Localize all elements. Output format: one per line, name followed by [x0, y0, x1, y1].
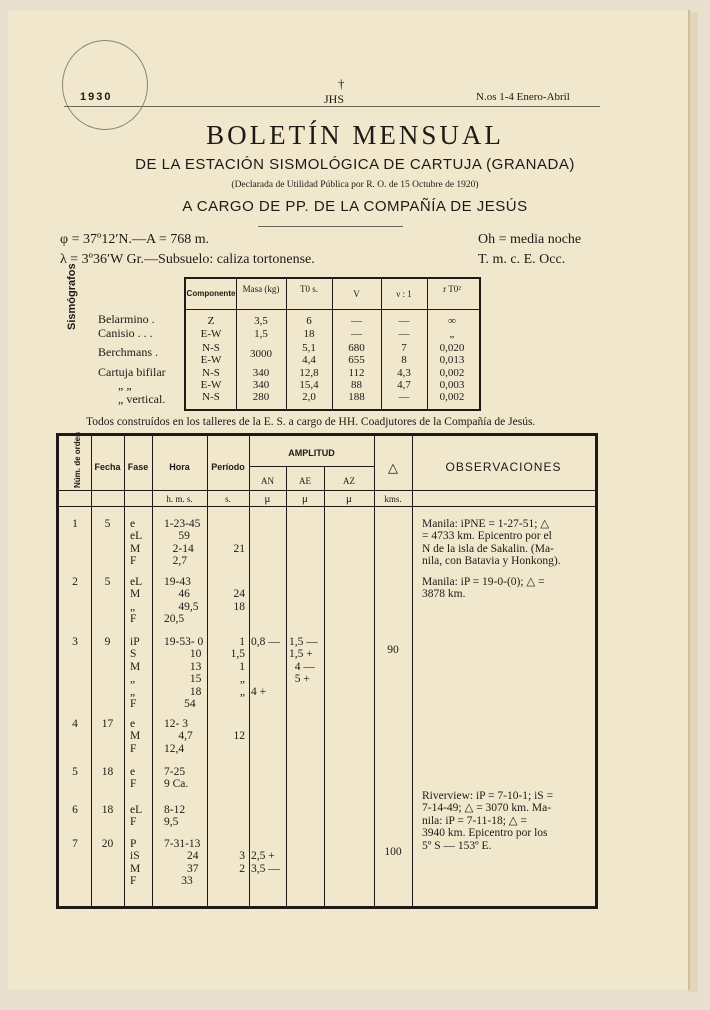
table-cell-obs: Manila: iP = 19-0-(0); △ = 3878 km. [422, 576, 545, 601]
table-cell-num: 2 [72, 576, 78, 588]
table-cell-periodo: 3 2 [239, 850, 245, 875]
seismograph-name: „ „ [118, 378, 132, 392]
table-cell-fase: e eL M F [130, 518, 143, 568]
seismograph-cell: 4,4 [302, 354, 316, 366]
time-origin: Oh = media noche [478, 232, 582, 247]
table-cell-fecha: 5 [104, 518, 111, 530]
seismograph-cell: — [398, 315, 410, 327]
seismographs-vertical-label: Sismógrafos [66, 263, 78, 330]
seismograph-cell: 112 [348, 367, 365, 379]
seismograph-cell: 7 [401, 342, 407, 354]
seismograph-name: Cartuja bifilar [98, 364, 166, 379]
col-period: T0 s. [300, 284, 318, 294]
observation-riverview: Riverview: iP = 7-10-1; iS = 7-14-49; △ = 3070 km. Ma- nila: iP = 7-11-18; △ = 3940 km. Epicentro por los 5º S — 153º E. [422, 790, 554, 852]
unit-delta: kms. [384, 494, 402, 504]
unit-az: μ [346, 493, 352, 505]
unit-an: μ [264, 493, 271, 505]
seismograph-cell: 0,003 [439, 379, 465, 391]
table-cell-an: 0,8 — 4 + [251, 636, 280, 698]
col-periodo: Período [211, 462, 245, 472]
unit-periodo: s. [225, 494, 231, 504]
seismograph-name: Belarmino . [98, 312, 155, 326]
col-delta: △ [388, 460, 398, 475]
seismograph-cell: 15,4 [299, 379, 319, 391]
table-cell-num: 1 [72, 518, 78, 530]
pencil-circle-mark [62, 40, 148, 130]
table-cell-fase: P iS M F [130, 838, 141, 888]
station-subtitle: DE LA ESTACIÓN SISMOLÓGICA DE CARTUJA (GRANADA) [135, 156, 575, 173]
col-r: r T0² [443, 284, 461, 294]
seismograph-cell: „ [449, 328, 455, 340]
col-nu: ν : 1 [396, 289, 412, 299]
seismograph-cell: 12,8 [299, 367, 319, 379]
seismograph-cell: 4,7 [397, 379, 411, 391]
seismograph-cell: E-W [200, 379, 222, 391]
table-cell-fecha: 17 [101, 718, 114, 730]
col-az: AZ [343, 476, 355, 486]
unit-hora: h. m. s. [166, 494, 193, 504]
seismograph-cell: 5,1 [302, 342, 316, 354]
seismograph-cell: — [351, 315, 362, 327]
seismograph-cell: 8 [401, 354, 407, 366]
table-cell-delta: 90 [387, 644, 399, 656]
table-cell-num: 5 [72, 766, 78, 778]
col-fecha: Fecha [94, 462, 121, 472]
header-jhs: JHS [324, 92, 345, 106]
seismograph-cell: 6 [306, 315, 312, 327]
table-cell-periodo: 24 18 [233, 588, 245, 613]
col-masa: Masa (kg) [242, 284, 280, 294]
seismograph-cell: E-W [200, 328, 222, 340]
earthquake-table [56, 433, 598, 909]
table-cell-hora: 12- 3 4,7 12,4 [164, 718, 193, 755]
seismograph-cell: 680 [348, 342, 365, 354]
seismograph-cell: 655 [348, 354, 365, 366]
header-rule [64, 106, 600, 107]
seismograph-cell: 18 [303, 328, 315, 340]
seismograph-cell: 0,013 [439, 354, 465, 366]
header-year: 1930 [80, 91, 113, 103]
seismograph-cell: 88 [351, 379, 362, 391]
table-cell-fase: e F [130, 766, 137, 791]
table-cell-obs: Manila: iPNE = 1-27-51; △ = 4733 km. Epicentro por el N de la isla de Sakalin. (Ma- nila, con Batavia y Honkong). [422, 518, 561, 568]
seismograph-name: Berchmans . [98, 345, 158, 359]
seismograph-cell: 0,002 [439, 367, 465, 379]
table-cell-periodo: 12 [233, 730, 245, 743]
seismograph-cell: 3,5 [254, 315, 268, 327]
seismograph-table [184, 277, 481, 411]
table-cell-hora: 7-31-13 24 37 33 [164, 838, 201, 888]
table-cell-fecha: 9 [104, 636, 111, 648]
seismograph-cell: 1,5 [254, 328, 268, 340]
seismograph-cell: N-S [202, 367, 220, 379]
seismograph-cell: 0,002 [439, 391, 465, 403]
col-observaciones: OBSERVACIONES [445, 460, 562, 474]
col-num: Núm. de orden [73, 431, 82, 488]
table-cell-hora: 8-12 9,5 [164, 804, 186, 829]
col-amplitud: AMPLITUD [288, 448, 335, 458]
table-cell-fase: eL F [130, 804, 143, 829]
seismograph-cell: — [398, 391, 410, 403]
seismograph-cell: — [351, 328, 362, 340]
seismograph-cell: 0,020 [439, 342, 465, 354]
table-cell-num: 3 [72, 636, 78, 648]
seismograph-cell: Z [207, 315, 215, 327]
table-cell-num: 6 [72, 804, 78, 816]
col-hora: Hora [169, 462, 190, 472]
table-cell-fecha: 5 [104, 576, 111, 588]
seismograph-cell: 3000 [250, 348, 272, 360]
table-cell-ae: 1,5 — 1,5 + 4 — 5 + [289, 636, 318, 686]
time-zone: T. m. c. E. Occ. [478, 252, 566, 267]
table-cell-periodo: 1 1,5 1 „ „ [230, 636, 245, 698]
seismograph-name: Canisio . . . [98, 325, 153, 340]
table-cell-hora: 1-23-45 59 2-14 2,7 [164, 518, 201, 568]
table-cell-delta: 100 [384, 846, 402, 858]
seismograph-cell: ∞ [448, 315, 456, 327]
table-cell-hora: 19-43 46 49,5 20,5 [164, 576, 199, 626]
seismograph-cell: 280 [252, 391, 270, 403]
seismograph-cell: 188 [348, 391, 365, 403]
table-cell-num: 4 [72, 718, 78, 730]
seismograph-name: „ vertical. [118, 391, 166, 406]
table-cell-fase: e M F [130, 718, 141, 755]
seismograph-cell: 340 [252, 379, 270, 391]
seismograph-cell: 4,3 [397, 367, 411, 379]
seismograph-cell: N-S [202, 391, 220, 403]
unit-ae: μ [302, 493, 308, 505]
seismograph-names [98, 313, 166, 406]
table-cell-hora: 19-53- 0 10 13 15 18 54 [164, 636, 204, 711]
seismograph-cell: N-S [202, 342, 220, 354]
declaration-line: (Declarada de Utilidad Pública por R. O. de 15 Octubre de 1920) [231, 180, 479, 190]
table-cell-fecha: 18 [101, 766, 114, 778]
seismograph-cell: E-W [200, 354, 222, 366]
table-cell-periodo: 21 [233, 542, 245, 555]
seismograph-cell: — [398, 328, 410, 340]
table-cell-hora: 7-25 9 Ca. [164, 766, 189, 791]
bulletin-title: BOLETÍN MENSUAL [206, 120, 504, 150]
table-cell-an: 2,5 + 3,5 — [251, 850, 280, 875]
col-an: AN [261, 476, 274, 486]
header-issue: N.os 1-4 Enero-Abril [476, 91, 570, 103]
table-cell-fase: iP S M „ „ F [130, 636, 141, 711]
col-componente: Componente [186, 289, 236, 298]
col-fase: Fase [127, 462, 149, 472]
col-ae: AE [299, 476, 311, 486]
construction-note: Todos construídos en los talleres de la E. S. a cargo de HH. Coadjutores de la Compañía de Jesús. [86, 416, 536, 428]
longitude-line: λ = 3º36′W Gr.—Subsuelo: caliza tortonense. [60, 252, 315, 267]
title-rule [258, 226, 403, 227]
table-cell-num: 7 [72, 838, 78, 850]
table-cell-fecha: 18 [101, 804, 114, 816]
col-v: V [353, 289, 360, 299]
latitude-line: φ = 37º12′N.—A = 768 m. [60, 232, 210, 247]
table-cell-fecha: 20 [101, 838, 114, 850]
seismograph-cell: 2,0 [302, 391, 316, 403]
table-cell-fase: eL M „ F [130, 576, 143, 626]
header-cross-icon: † [338, 76, 345, 91]
charge-line: A CARGO DE PP. DE LA COMPAÑÍA DE JESÚS [182, 198, 528, 215]
seismograph-cell: 340 [252, 367, 270, 379]
